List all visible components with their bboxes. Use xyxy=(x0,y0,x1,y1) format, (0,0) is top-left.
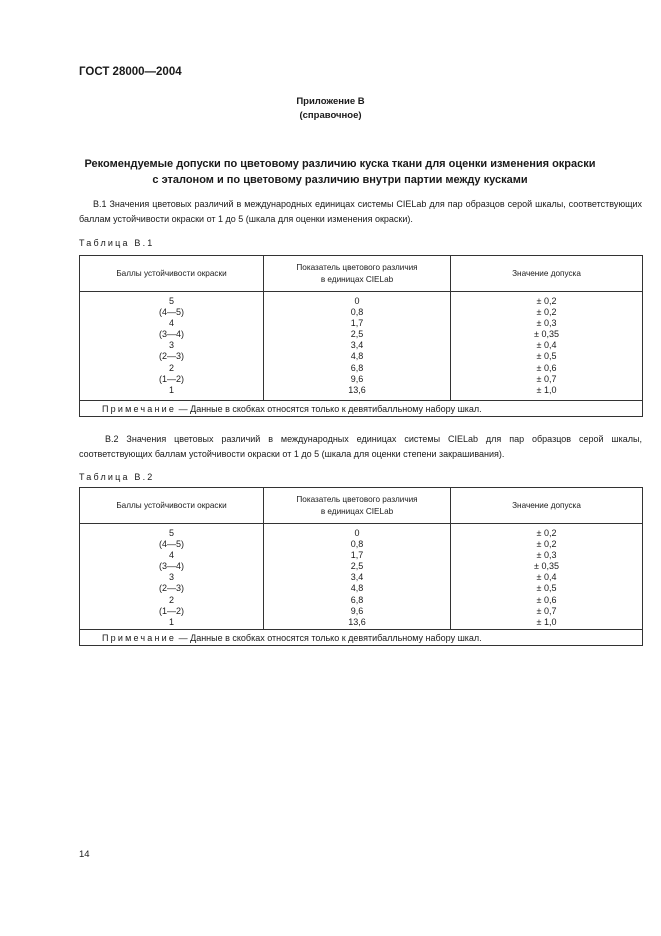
table-note-row xyxy=(80,630,643,646)
value-column xyxy=(264,292,451,401)
tolerance-cell: ± 0,5 xyxy=(536,583,557,594)
header-line: в единицах CIELab xyxy=(320,274,394,284)
grade-cell: 1 xyxy=(168,616,174,627)
grade-cell: (4—5) xyxy=(158,539,184,550)
grade-cell: 3 xyxy=(168,572,174,583)
header-color-difference xyxy=(264,488,451,524)
document-code: ГОСТ 28000—2004 xyxy=(79,66,182,78)
tolerance-cell: ± 0,2 xyxy=(536,528,557,538)
page-number: 14 xyxy=(79,849,90,860)
grade-cell: 2 xyxy=(168,362,174,373)
header-line: Показатель цветового различия xyxy=(296,262,418,272)
section-title-line: с эталоном и по цветовому различию внутри партии между кусками xyxy=(152,174,528,186)
tolerance-cell: ± 0,6 xyxy=(536,362,557,373)
grade-cell: 4 xyxy=(168,318,174,329)
value-cell: 0 xyxy=(354,296,360,306)
tolerance-cell: ± 0,4 xyxy=(536,340,557,351)
table-note xyxy=(80,630,643,646)
header-grade: Баллы устойчивости окраски xyxy=(80,488,264,524)
header-tolerance: Значение допуска xyxy=(451,256,643,292)
value-column xyxy=(264,524,451,630)
value-cell: 0,8 xyxy=(350,307,364,318)
paragraph-b2: В.2 Значения цветовых различий в международных единицах системы CIELab для пар образцов серой шкалы, соответствующих баллам устойчивости окраски от 1 до 5 (шкала для оценки степени закрашивания). xyxy=(79,434,642,459)
table-caption xyxy=(79,472,155,482)
value-cell: 4,8 xyxy=(350,583,364,594)
value-cell: 3,4 xyxy=(350,340,364,351)
grade-cell: 1 xyxy=(168,384,174,395)
tolerance-column xyxy=(451,292,643,401)
grade-cell: (1—2) xyxy=(158,605,184,616)
value-cell: 13,6 xyxy=(348,616,366,627)
grade-cell: (3—4) xyxy=(158,329,184,340)
tolerance-cell: ± 0,4 xyxy=(536,572,557,583)
grade-cell: (2—3) xyxy=(158,351,184,362)
table-b1 xyxy=(79,255,643,417)
tolerance-cell: ± 0,2 xyxy=(536,307,557,318)
value-cell: 6,8 xyxy=(350,362,364,373)
value-cell: 9,6 xyxy=(350,605,364,616)
tolerance-cell: ± 0,35 xyxy=(534,329,559,340)
value-cell: 0,8 xyxy=(350,539,364,550)
value-cell: 2,5 xyxy=(350,329,364,340)
appendix-title: Приложение В xyxy=(296,96,365,107)
value-cell: 4,8 xyxy=(350,351,364,362)
table-header-row xyxy=(80,256,643,292)
note-label: Примечание xyxy=(102,403,177,414)
tolerance-cell: ± 0,6 xyxy=(536,594,557,605)
table-caption-text: Таблица В.1 xyxy=(79,238,155,248)
value-cell: 2,5 xyxy=(350,561,364,572)
section-title xyxy=(60,156,620,188)
grade-cell: (1—2) xyxy=(158,373,184,384)
tolerance-cell: ± 0,35 xyxy=(534,561,559,572)
header-grade: Баллы устойчивости окраски xyxy=(80,256,264,292)
tolerance-cell: ± 0,2 xyxy=(536,296,557,306)
note-text: — Данные в скобках относятся только к девятибалльному набору шкал. xyxy=(176,632,482,643)
tolerance-cell: ± 0,2 xyxy=(536,539,557,550)
table-b2 xyxy=(79,487,643,646)
table-caption xyxy=(79,238,155,248)
tolerance-cell: ± 0,5 xyxy=(536,351,557,362)
tolerance-cell: ± 1,0 xyxy=(536,384,557,395)
grade-cell: 5 xyxy=(168,528,174,538)
header-line: в единицах CIELab xyxy=(320,506,394,516)
grade-cell: (2—3) xyxy=(158,583,184,594)
table-body-row xyxy=(80,524,643,630)
header-color-difference xyxy=(264,256,451,292)
note-text: — Данные в скобках относятся только к девятибалльному набору шкал. xyxy=(176,403,482,414)
table-note-row xyxy=(80,401,643,417)
tolerance-cell: ± 0,3 xyxy=(536,318,557,329)
value-cell: 13,6 xyxy=(348,384,366,395)
appendix-subtitle: (справочное) xyxy=(299,110,362,121)
paragraph-b1: В.1 Значения цветовых различий в международных единицах системы CIELab для пар образцов серой шкалы, соответствующих баллам устойчивости окраски от 1 до 5 (шкала для оценки изменения окраски). xyxy=(79,199,642,224)
grade-column xyxy=(80,292,264,401)
table-note xyxy=(80,401,643,417)
grade-cell: 3 xyxy=(168,340,174,351)
section-title-line: Рекомендуемые допуски по цветовому различию куска ткани для оценки изменения окраски xyxy=(84,158,596,170)
grade-column xyxy=(80,524,264,630)
grade-cell: (3—4) xyxy=(158,561,184,572)
value-cell: 9,6 xyxy=(350,373,364,384)
table-caption-text: Таблица В.2 xyxy=(79,472,155,482)
tolerance-cell: ± 0,3 xyxy=(536,550,557,561)
grade-cell: 4 xyxy=(168,550,174,561)
tolerance-cell: ± 0,7 xyxy=(536,605,557,616)
tolerance-cell: ± 0,7 xyxy=(536,373,557,384)
table-header-row xyxy=(80,488,643,524)
grade-cell: (4—5) xyxy=(158,307,184,318)
grade-cell: 5 xyxy=(168,296,174,306)
value-cell: 6,8 xyxy=(350,594,364,605)
header-tolerance: Значение допуска xyxy=(451,488,643,524)
grade-cell: 2 xyxy=(168,594,174,605)
note-label: Примечание xyxy=(102,632,177,643)
value-cell: 1,7 xyxy=(350,318,364,329)
value-cell: 3,4 xyxy=(350,572,364,583)
tolerance-cell: ± 1,0 xyxy=(536,616,557,627)
table-body-row xyxy=(80,292,643,401)
value-cell: 1,7 xyxy=(350,550,364,561)
value-cell: 0 xyxy=(354,528,360,538)
header-line: Показатель цветового различия xyxy=(296,494,418,504)
tolerance-column xyxy=(451,524,643,630)
